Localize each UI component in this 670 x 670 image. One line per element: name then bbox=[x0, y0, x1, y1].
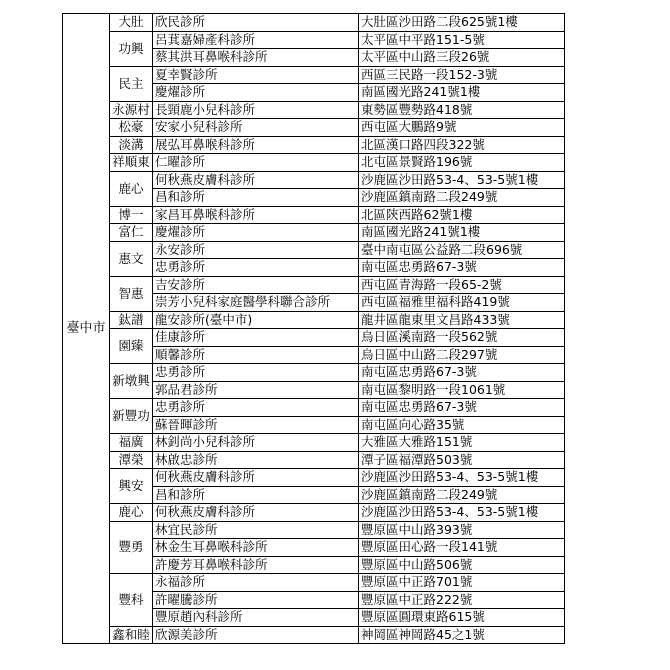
table-row bbox=[63, 311, 565, 329]
area-cell: 大肚 bbox=[110, 14, 153, 32]
clinic-name-cell: 許曜騰診所 bbox=[153, 591, 359, 609]
clinic-address-cell: 烏日區溪南路一段562號 bbox=[359, 329, 565, 347]
clinic-name-cell: 忠勇診所 bbox=[153, 364, 359, 382]
table-row bbox=[63, 574, 565, 592]
clinic-address-cell: 南區國光路241號1樓 bbox=[359, 84, 565, 102]
clinic-address-cell: 南屯區黎明路一段1061號 bbox=[359, 381, 565, 399]
area-cell: 興安 bbox=[110, 469, 153, 504]
area-cell: 鹿心 bbox=[110, 504, 153, 522]
area-cell: 博一 bbox=[110, 206, 153, 224]
clinic-name-cell: 昌和診所 bbox=[153, 189, 359, 207]
clinic-name-cell: 豐原趙內科診所 bbox=[153, 609, 359, 627]
area-cell: 豐科 bbox=[110, 574, 153, 627]
clinic-address-cell: 臺中南屯區公益路二段696號 bbox=[359, 241, 565, 259]
clinic-address-cell: 豐原區田心路一段141號 bbox=[359, 539, 565, 557]
clinic-name-cell: 林釗尚小兒科診所 bbox=[153, 434, 359, 452]
area-cell: 鹿心 bbox=[110, 171, 153, 206]
clinic-address-cell: 豐原區中山路393號 bbox=[359, 521, 565, 539]
clinic-address-cell: 西區三民路一段152-3號 bbox=[359, 66, 565, 84]
clinic-name-cell: 欣民診所 bbox=[153, 14, 359, 32]
clinic-name-cell: 家昌耳鼻喉科診所 bbox=[153, 206, 359, 224]
area-cell: 松豪 bbox=[110, 119, 153, 137]
table-row bbox=[63, 66, 565, 84]
clinic-address-cell: 大雅區大雅路151號 bbox=[359, 434, 565, 452]
clinic-name-cell: 欣源美診所 bbox=[153, 626, 359, 644]
area-cell: 富仁 bbox=[110, 224, 153, 242]
clinic-name-cell: 蘇晉暉診所 bbox=[153, 416, 359, 434]
clinic-address-cell: 大肚區沙田路二段625號1樓 bbox=[359, 14, 565, 32]
clinic-list-document bbox=[62, 13, 565, 644]
clinic-address-cell: 北區漢口路四段322號 bbox=[359, 136, 565, 154]
clinic-name-cell: 慶燿診所 bbox=[153, 84, 359, 102]
table-row bbox=[63, 364, 565, 382]
area-cell: 園臻 bbox=[110, 329, 153, 364]
clinic-name-cell: 何秋燕皮膚科診所 bbox=[153, 469, 359, 487]
clinic-name-cell: 蔡其洪耳鼻喉科診所 bbox=[153, 49, 359, 67]
table-row bbox=[63, 224, 565, 242]
area-cell: 鑫和睦 bbox=[110, 626, 153, 644]
table-row bbox=[63, 101, 565, 119]
clinic-name-cell: 林金生耳鼻喉科診所 bbox=[153, 539, 359, 557]
clinic-address-cell: 豐原區中山路506號 bbox=[359, 556, 565, 574]
clinic-name-cell: 龍安診所(臺中市) bbox=[153, 311, 359, 329]
clinic-name-cell: 佳康診所 bbox=[153, 329, 359, 347]
clinic-address-cell: 沙鹿區鎮南路二段249號 bbox=[359, 189, 565, 207]
area-cell: 永源村 bbox=[110, 101, 153, 119]
table-row bbox=[63, 521, 565, 539]
clinic-name-cell: 郭品君診所 bbox=[153, 381, 359, 399]
clinic-name-cell: 林啟忠診所 bbox=[153, 451, 359, 469]
area-cell: 民主 bbox=[110, 66, 153, 101]
clinic-name-cell: 崇芳小兒科家庭醫學科聯合診所 bbox=[153, 294, 359, 312]
clinic-name-cell: 慶燿診所 bbox=[153, 224, 359, 242]
table-row bbox=[63, 119, 565, 137]
table-row bbox=[63, 136, 565, 154]
clinic-address-cell: 沙鹿區沙田路53-4、53-5號1樓 bbox=[359, 171, 565, 189]
clinic-address-cell: 南區國光路241號1樓 bbox=[359, 224, 565, 242]
clinic-address-cell: 北屯區景賢路196號 bbox=[359, 154, 565, 172]
city-cell: 臺中市 bbox=[63, 14, 110, 644]
clinic-address-cell: 神岡區神岡路45之1號 bbox=[359, 626, 565, 644]
clinic-name-cell: 昌和診所 bbox=[153, 486, 359, 504]
clinic-address-cell: 南屯區向心路35號 bbox=[359, 416, 565, 434]
table-row bbox=[63, 469, 565, 487]
clinic-table-body bbox=[63, 14, 565, 644]
clinic-name-cell: 展弘耳鼻喉科診所 bbox=[153, 136, 359, 154]
clinic-name-cell: 安家小兒科診所 bbox=[153, 119, 359, 137]
clinic-table bbox=[62, 13, 565, 644]
table-row bbox=[63, 206, 565, 224]
clinic-address-cell: 西屯區大鵬路9號 bbox=[359, 119, 565, 137]
clinic-address-cell: 南屯區忠勇路67-3號 bbox=[359, 399, 565, 417]
clinic-address-cell: 南屯區忠勇路67-3號 bbox=[359, 364, 565, 382]
clinic-name-cell: 忠勇診所 bbox=[153, 259, 359, 277]
area-cell: 豐勇 bbox=[110, 521, 153, 574]
table-row bbox=[63, 31, 565, 49]
clinic-address-cell: 東勢區豐勢路418號 bbox=[359, 101, 565, 119]
table-row bbox=[63, 14, 565, 32]
clinic-name-cell: 仁曜診所 bbox=[153, 154, 359, 172]
clinic-name-cell: 順馨診所 bbox=[153, 346, 359, 364]
clinic-address-cell: 潭子區福潭路503號 bbox=[359, 451, 565, 469]
clinic-name-cell: 呂萁嘉婦產科診所 bbox=[153, 31, 359, 49]
clinic-name-cell: 長頸鹿小兒科診所 bbox=[153, 101, 359, 119]
table-row bbox=[63, 276, 565, 294]
area-cell: 福廣 bbox=[110, 434, 153, 452]
area-cell: 功興 bbox=[110, 31, 153, 66]
clinic-address-cell: 北區陝西路62號1樓 bbox=[359, 206, 565, 224]
clinic-address-cell: 沙鹿區鎮南路二段249號 bbox=[359, 486, 565, 504]
clinic-address-cell: 烏日區中山路二段297號 bbox=[359, 346, 565, 364]
area-cell: 惠文 bbox=[110, 241, 153, 276]
area-cell: 祥順東 bbox=[110, 154, 153, 172]
area-cell: 新豐功 bbox=[110, 399, 153, 434]
area-cell: 新墩興 bbox=[110, 364, 153, 399]
table-row bbox=[63, 626, 565, 644]
clinic-address-cell: 豐原區中正路701號 bbox=[359, 574, 565, 592]
clinic-address-cell: 豐原區中正路222號 bbox=[359, 591, 565, 609]
table-row bbox=[63, 504, 565, 522]
clinic-name-cell: 永福診所 bbox=[153, 574, 359, 592]
clinic-name-cell: 何秋燕皮膚科診所 bbox=[153, 171, 359, 189]
clinic-address-cell: 南屯區忠勇路67-3號 bbox=[359, 259, 565, 277]
table-row bbox=[63, 241, 565, 259]
clinic-name-cell: 何秋燕皮膚科診所 bbox=[153, 504, 359, 522]
clinic-name-cell: 吉安診所 bbox=[153, 276, 359, 294]
clinic-name-cell: 永安診所 bbox=[153, 241, 359, 259]
area-cell: 淡溝 bbox=[110, 136, 153, 154]
clinic-name-cell: 林宜民診所 bbox=[153, 521, 359, 539]
table-row bbox=[63, 329, 565, 347]
clinic-name-cell: 許慶芳耳鼻喉科診所 bbox=[153, 556, 359, 574]
area-cell: 潭榮 bbox=[110, 451, 153, 469]
clinic-name-cell: 忠勇診所 bbox=[153, 399, 359, 417]
area-cell: 鈦譜 bbox=[110, 311, 153, 329]
table-row bbox=[63, 399, 565, 417]
area-cell: 智惠 bbox=[110, 276, 153, 311]
clinic-address-cell: 龍井區龍東里文昌路433號 bbox=[359, 311, 565, 329]
clinic-address-cell: 西屯區福雅里福科路419號 bbox=[359, 294, 565, 312]
clinic-address-cell: 西屯區青海路一段65-2號 bbox=[359, 276, 565, 294]
clinic-address-cell: 太平區中山路三段26號 bbox=[359, 49, 565, 67]
clinic-address-cell: 沙鹿區沙田路53-4、53-5號1樓 bbox=[359, 504, 565, 522]
table-row bbox=[63, 171, 565, 189]
table-row bbox=[63, 451, 565, 469]
clinic-address-cell: 太平區中平路151-5號 bbox=[359, 31, 565, 49]
table-row bbox=[63, 154, 565, 172]
clinic-address-cell: 沙鹿區沙田路53-4、53-5號1樓 bbox=[359, 469, 565, 487]
clinic-name-cell: 夏幸賢診所 bbox=[153, 66, 359, 84]
table-row bbox=[63, 434, 565, 452]
clinic-address-cell: 豐原區圓環東路615號 bbox=[359, 609, 565, 627]
